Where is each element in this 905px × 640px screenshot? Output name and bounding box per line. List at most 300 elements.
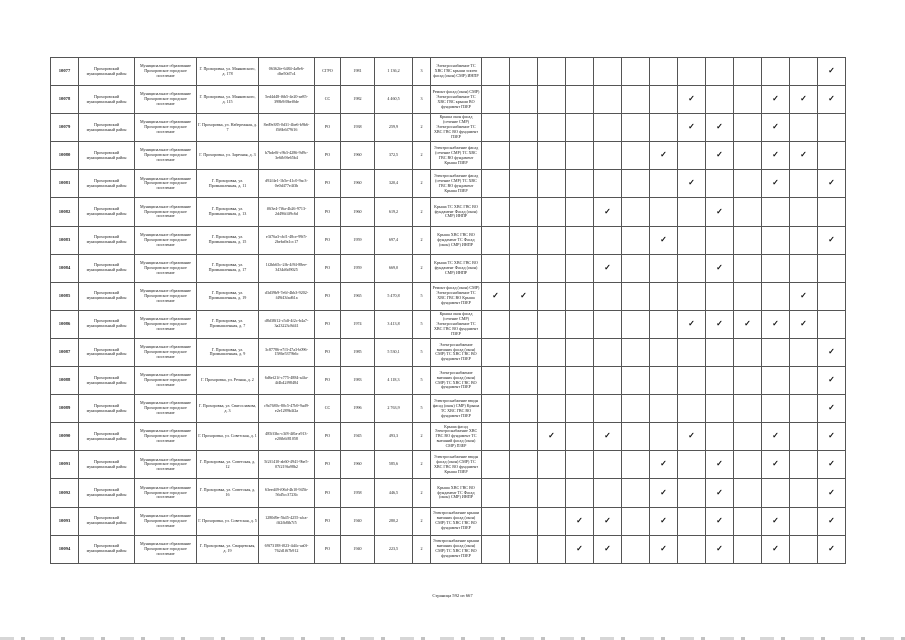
works-cell: Электроснабжение крыши внешних фасад (окон) СМР) ТС ХВС ГВС ВО фундамент ПЗЕР [431,507,482,535]
record-id: 10080 [51,142,79,170]
empty-check-cell [482,142,510,170]
type-cell: РО [315,535,341,563]
empty-check-cell [790,367,818,395]
empty-check-cell [538,114,566,142]
year-cell: 1960 [341,170,375,198]
empty-check-cell [510,423,538,451]
checkmark-icon: ✓ [594,535,622,563]
works-cell: Ремонт фасад (окон) СМР) Электроснабжение ТС ХВС ГВС крыши ВО фундамент ПЗЕР [431,86,482,114]
area-cell: 493,3 [375,423,413,451]
empty-check-cell [734,479,762,507]
empty-check-cell [538,535,566,563]
works-cell: Крыша окон фасад (сечение СМР) Электроснабжение ТС ХВС ГВС ВО фундамент ПЗЕР [431,114,482,142]
works-cell: Электроснабжение вводн фасад (окон) СМР) Крыша ТС ХВС ГВС ВО фундамент ПЗЕР [431,395,482,423]
empty-check-cell [762,395,790,423]
empty-check-cell [734,142,762,170]
empty-check-cell [538,226,566,254]
works-cell: Крыша фасад Электроснабжение ХВС ГВС ВО фундамент ТС внешний фасад (окон) СМР) ПЗЕР [431,423,482,451]
checkmark-icon: ✓ [706,535,734,563]
district-cell: Прохоровский муниципальный район [79,423,135,451]
guid-cell: 5f2f1410-ab60-4941-9be5-07f219fa98b2 [259,451,315,479]
empty-check-cell [678,282,706,310]
guid-cell: 63eed49-f06d-4b10-945b-56d5cc3723b [259,479,315,507]
owner-cell: Муниципальное образование Прохоровское городское поселение [135,423,197,451]
page-number: Страница 592 из 667 [432,593,473,598]
empty-check-cell [566,142,594,170]
empty-check-cell [538,479,566,507]
empty-check-cell [678,451,706,479]
floors-cell: 2 [413,254,431,282]
guid-cell: 485ff3bc-c3f8-4f0a-a913-e20fb6f81058 [259,423,315,451]
empty-check-cell [734,451,762,479]
checkmark-icon: ✓ [818,479,846,507]
empty-check-cell [790,338,818,366]
empty-check-cell [650,282,678,310]
empty-check-cell [482,86,510,114]
area-cell: 280,2 [375,507,413,535]
address-cell: Г. Прохоровка, ул. Советская, д. 12 [197,451,259,479]
table-row [51,226,846,254]
empty-check-cell [706,367,734,395]
table-row [51,507,846,535]
type-cell: РО [315,114,341,142]
floors-cell: 2 [413,142,431,170]
works-cell: Крыша окон фасад (сечение СМР) Электроснабжение ТС ХВС ГВС ВО фундамент ПЗЕР [431,310,482,338]
empty-check-cell [538,451,566,479]
checkmark-icon: ✓ [762,310,790,338]
checkmark-icon: ✓ [510,282,538,310]
works-cell: Ремонт фасад (окон) СМР) Электроснабжение ТС ХВС ГВС ВО Крыша фундамент ПЗЕР [431,282,482,310]
table-row [51,58,846,86]
empty-check-cell [790,58,818,86]
empty-check-cell [678,479,706,507]
area-cell: 1 136,2 [375,58,413,86]
empty-check-cell [594,226,622,254]
empty-check-cell [594,86,622,114]
floors-cell: 5 [413,367,431,395]
empty-check-cell [762,254,790,282]
year-cell: 1938 [341,114,375,142]
empty-check-cell [566,58,594,86]
empty-check-cell [650,58,678,86]
owner-cell: Муниципальное образование Прохоровское городское поселение [135,142,197,170]
type-cell: РО [315,451,341,479]
checkmark-icon: ✓ [678,423,706,451]
empty-check-cell [706,423,734,451]
empty-check-cell [510,226,538,254]
checkmark-icon: ✓ [762,142,790,170]
empty-check-cell [566,86,594,114]
table-row [51,367,846,395]
table-row [51,395,846,423]
empty-check-cell [566,282,594,310]
empty-check-cell [650,395,678,423]
empty-check-cell [566,338,594,366]
floors-cell: 2 [413,198,431,226]
district-cell: Прохоровский муниципальный район [79,310,135,338]
empty-check-cell [622,282,650,310]
empty-check-cell [650,310,678,338]
address-cell: Г. Прохоровка, ул. Набережная, д. 7 [197,114,259,142]
empty-check-cell [818,114,846,142]
checkmark-icon: ✓ [818,423,846,451]
works-cell: Электроснабжение ТС ХВС ГВС крыши эсктеп фасад (окон) СМР) ИНПР [431,58,482,86]
empty-check-cell [734,423,762,451]
empty-check-cell [482,254,510,282]
record-id: 10081 [51,170,79,198]
table-body [51,58,846,564]
empty-check-cell [622,170,650,198]
empty-check-cell [650,114,678,142]
works-cell: Крыша ТС ХВС ГВС ВО фундамент Фасад (окон) СМР) ИНПР [431,198,482,226]
empty-check-cell [538,58,566,86]
address-cell: Г. Прохоровка, ул. Сварцевская, д. 19 [197,535,259,563]
record-id: 10084 [51,254,79,282]
floors-cell: 5 [413,395,431,423]
year-cell: 1983 [341,367,375,395]
empty-check-cell [734,198,762,226]
empty-check-cell [482,226,510,254]
empty-check-cell [790,451,818,479]
checkmark-icon: ✓ [678,310,706,338]
year-cell: 1959 [341,254,375,282]
empty-check-cell [594,282,622,310]
type-cell: РО [315,142,341,170]
empty-check-cell [510,338,538,366]
empty-check-cell [622,367,650,395]
empty-check-cell [622,451,650,479]
empty-check-cell [566,423,594,451]
district-cell: Прохоровский муниципальный район [79,170,135,198]
district-cell: Прохоровский муниципальный район [79,479,135,507]
empty-check-cell [594,310,622,338]
checkmark-icon: ✓ [594,507,622,535]
empty-check-cell [622,142,650,170]
checkmark-icon: ✓ [790,310,818,338]
checkmark-icon: ✓ [594,423,622,451]
type-cell: РО [315,310,341,338]
year-cell: 1960 [341,451,375,479]
floors-cell: 2 [413,114,431,142]
floors-cell: 5 [413,282,431,310]
checkmark-icon: ✓ [706,310,734,338]
checkmark-icon: ✓ [706,142,734,170]
empty-check-cell [762,198,790,226]
empty-check-cell [734,395,762,423]
empty-check-cell [566,198,594,226]
empty-check-cell [650,338,678,366]
empty-check-cell [706,395,734,423]
empty-check-cell [482,198,510,226]
empty-check-cell [510,142,538,170]
empty-check-cell [706,338,734,366]
empty-check-cell [790,254,818,282]
empty-check-cell [706,58,734,86]
address-cell: Г. Прохоровка, ул. Промышленная, д. 15 [197,226,259,254]
empty-check-cell [734,226,762,254]
floors-cell: 2 [413,479,431,507]
works-cell: Электроснабжение фасад (сечение СМР) ТС ХВС ГВС ВО фундамент Крыша ПЗЕР [431,170,482,198]
empty-check-cell [762,226,790,254]
empty-check-cell [790,479,818,507]
empty-check-cell [482,507,510,535]
empty-check-cell [482,451,510,479]
empty-check-cell [566,114,594,142]
empty-check-cell [762,282,790,310]
address-cell: Г. Прохоровка, ул. Промышленная, д. 17 [197,254,259,282]
year-cell: 1940 [341,535,375,563]
empty-check-cell [818,198,846,226]
empty-check-cell [482,395,510,423]
empty-check-cell [678,395,706,423]
checkmark-icon: ✓ [790,86,818,114]
table-row [51,479,846,507]
empty-check-cell [650,423,678,451]
checkmark-icon: ✓ [482,282,510,310]
guid-cell: d3d39b9-7e6f-4bb3-9202-f49f43fad61a [259,282,315,310]
checkmark-icon: ✓ [790,142,818,170]
owner-cell: Муниципальное образование Прохоровское городское поселение [135,338,197,366]
empty-check-cell [790,170,818,198]
empty-check-cell [678,198,706,226]
empty-check-cell [510,479,538,507]
empty-check-cell [594,479,622,507]
table-row [51,170,846,198]
area-cell: 320,4 [375,170,413,198]
empty-check-cell [566,226,594,254]
floors-cell: 5 [413,338,431,366]
checkmark-icon: ✓ [762,86,790,114]
checkmark-icon: ✓ [678,86,706,114]
record-id: 10077 [51,58,79,86]
checkmark-icon: ✓ [706,507,734,535]
works-cell: Крыша ХВС ГВС ВО фундамент ТС Фасад (окон) СМР) ИНПР [431,226,482,254]
floors-cell: 2 [413,507,431,535]
empty-check-cell [734,170,762,198]
empty-check-cell [762,338,790,366]
empty-check-cell [790,507,818,535]
empty-check-cell [566,479,594,507]
checkmark-icon: ✓ [762,451,790,479]
empty-check-cell [622,479,650,507]
checkmark-icon: ✓ [706,198,734,226]
empty-check-cell [650,198,678,226]
empty-check-cell [594,114,622,142]
record-id: 10088 [51,367,79,395]
owner-cell: Муниципальное образование Прохоровское городское поселение [135,226,197,254]
year-cell: 1982 [341,86,375,114]
empty-check-cell [706,282,734,310]
empty-check-cell [678,367,706,395]
empty-check-cell [650,86,678,114]
address-cell: Г. Прохоровка, ул. Промышленная, д. 11 [197,170,259,198]
address-cell: Г. Прохоровка, ул. Заречная, д. 3 [197,142,259,170]
year-cell: 1958 [341,479,375,507]
empty-check-cell [790,395,818,423]
empty-check-cell [482,310,510,338]
type-cell: РО [315,170,341,198]
empty-check-cell [762,367,790,395]
table-row [51,254,846,282]
address-cell: Г. Прохоровка, ул. Маяковского, д. 115 [197,86,259,114]
empty-check-cell [678,535,706,563]
checkmark-icon: ✓ [650,142,678,170]
empty-check-cell [622,254,650,282]
address-cell: Г. Прохоровка, ул. Маяковского, д. 178 [197,58,259,86]
table-row [51,86,846,114]
district-cell: Прохоровский муниципальный район [79,507,135,535]
empty-check-cell [818,142,846,170]
empty-check-cell [538,338,566,366]
owner-cell: Муниципальное образование Прохоровское городское поселение [135,254,197,282]
checkmark-icon: ✓ [594,254,622,282]
empty-check-cell [790,114,818,142]
checkmark-icon: ✓ [650,507,678,535]
record-id: 10090 [51,423,79,451]
table-row [51,282,846,310]
works-cell: Электроснабжение крыши внешних фасад (окон) СМР) ТС ХВС ГВС ВО фундамент ПЗЕР [431,535,482,563]
empty-check-cell [566,395,594,423]
empty-check-cell [650,170,678,198]
empty-check-cell [734,507,762,535]
guid-cell: 8ed9e385-0d31-4be6-b9b6-f5f6b6f79f16 [259,114,315,142]
table-row [51,535,846,563]
owner-cell: Муниципальное образование Прохоровское городское поселение [135,479,197,507]
empty-check-cell [594,170,622,198]
empty-check-cell [482,479,510,507]
works-cell: Электроснабжение фасад (сечение СМР) ТС ХВС ГВС ВО фундамент Крыша ПЗЕР [431,142,482,170]
empty-check-cell [790,226,818,254]
checkmark-icon: ✓ [762,423,790,451]
type-cell: РО [315,423,341,451]
floors-cell: 2 [413,226,431,254]
owner-cell: Муниципальное образование Прохоровское городское поселение [135,86,197,114]
owner-cell: Муниципальное образование Прохоровское городское поселение [135,507,197,535]
floors-cell: 2 [413,535,431,563]
empty-check-cell [594,395,622,423]
empty-check-cell [734,535,762,563]
checkmark-icon: ✓ [818,226,846,254]
empty-check-cell [818,254,846,282]
table-row [51,338,846,366]
area-cell: 5 470,8 [375,282,413,310]
empty-check-cell [622,395,650,423]
guid-cell: c9a7680c-80c5-47b9-9ad9-e2e1289b4f2a [259,395,315,423]
guid-cell: d8d38f12-c5df-4f2c-b4a7-3a23223c8d41 [259,310,315,338]
works-cell: Электроснабжение внешних фасад (окон) СМР) ТС ХВС ГВС ВО фундамент ПЗЕР [431,367,482,395]
address-cell: Г. Прохоровка, ул. Промышленная, д. 7 [197,310,259,338]
checkmark-icon: ✓ [818,170,846,198]
district-cell: Прохоровский муниципальный район [79,451,135,479]
checkmark-icon: ✓ [650,451,678,479]
owner-cell: Муниципальное образование Прохоровское городское поселение [135,451,197,479]
empty-check-cell [734,58,762,86]
empty-check-cell [482,114,510,142]
owner-cell: Муниципальное образование Прохоровское городское поселение [135,535,197,563]
owner-cell: Муниципальное образование Прохоровское городское поселение [135,395,197,423]
district-cell: Прохоровский муниципальный район [79,114,135,142]
record-id: 10089 [51,395,79,423]
empty-check-cell [482,338,510,366]
guid-cell: 6d6ef21f-c775-4884-a4fa-4f4b42f98484 [259,367,315,395]
record-id: 10092 [51,479,79,507]
floors-cell: 5 [413,310,431,338]
checkmark-icon: ✓ [594,198,622,226]
district-cell: Прохоровский муниципальный район [79,86,135,114]
area-cell: 669,0 [375,254,413,282]
empty-check-cell [706,226,734,254]
empty-check-cell [566,451,594,479]
empty-check-cell [650,367,678,395]
record-id: 10085 [51,282,79,310]
checkmark-icon: ✓ [706,254,734,282]
empty-check-cell [538,198,566,226]
guid-cell: f0f3e4-7f6a-4b26-9713-2d496f4f9c6d [259,198,315,226]
empty-check-cell [622,198,650,226]
type-cell: РО [315,198,341,226]
empty-check-cell [734,114,762,142]
address-cell: Г. Прохоровка, ул. Советская, д. 16 [197,479,259,507]
empty-check-cell [622,423,650,451]
empty-check-cell [622,535,650,563]
empty-check-cell [594,338,622,366]
checkmark-icon: ✓ [538,423,566,451]
district-cell: Прохоровский муниципальный район [79,254,135,282]
checkmark-icon: ✓ [706,114,734,142]
area-cell: 619,2 [375,198,413,226]
empty-check-cell [678,142,706,170]
checkmark-icon: ✓ [566,535,594,563]
empty-check-cell [622,58,650,86]
year-cell: 1960 [341,142,375,170]
floors-cell: 2 [413,451,431,479]
floors-cell: 3 [413,58,431,86]
checkmark-icon: ✓ [762,170,790,198]
empty-check-cell [622,86,650,114]
checkmark-icon: ✓ [818,58,846,86]
empty-check-cell [790,198,818,226]
empty-check-cell [818,310,846,338]
floors-cell: 3 [413,86,431,114]
owner-cell: Муниципальное образование Прохоровское городское поселение [135,282,197,310]
district-cell: Прохоровский муниципальный район [79,367,135,395]
empty-check-cell [650,254,678,282]
guid-cell: 69f73188-f023-4d4c-aa0f-762d1f67b912 [259,535,315,563]
year-cell: 1960 [341,198,375,226]
empty-check-cell [622,338,650,366]
district-cell: Прохоровский муниципальный район [79,535,135,563]
area-cell: 4 118,3 [375,367,413,395]
empty-check-cell [566,367,594,395]
district-cell: Прохоровский муниципальный район [79,58,135,86]
year-cell: 1940 [341,507,375,535]
empty-check-cell [678,338,706,366]
checkmark-icon: ✓ [706,451,734,479]
checkmark-icon: ✓ [762,507,790,535]
address-cell: Г. Прохоровка, ул. Речная, д. 2 [197,367,259,395]
empty-check-cell [566,170,594,198]
address-cell: Г. Прохоровка, ул. Промышленная, д. 9 [197,338,259,366]
type-cell: РО [315,226,341,254]
table-row [51,423,846,451]
empty-check-cell [510,254,538,282]
empty-check-cell [734,254,762,282]
guid-cell: b7bde0f-c9b3-4286-9d9c-3e6fb9fe65b4 [259,142,315,170]
type-cell: РО [315,367,341,395]
type-cell: СС [315,86,341,114]
type-cell: СГРО [315,58,341,86]
floors-cell: 2 [413,423,431,451]
